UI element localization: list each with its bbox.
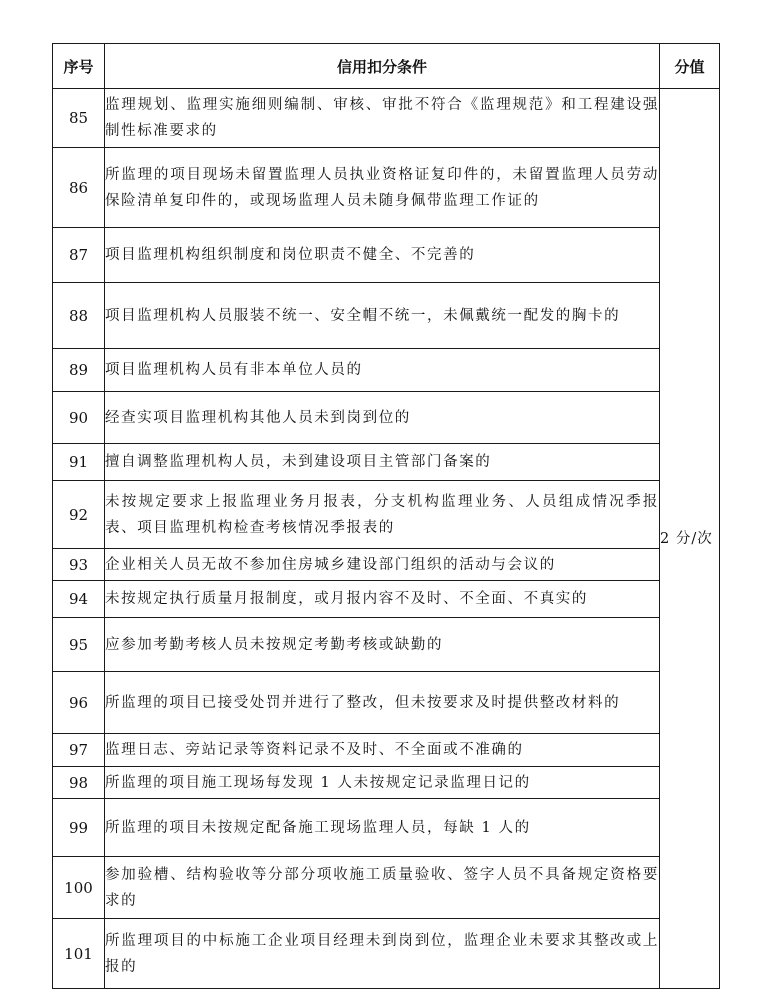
table-row: [53, 799, 720, 857]
row-condition: 项目监理机构组织制度和岗位职责不健全、不完善的: [105, 228, 660, 283]
row-index: 90: [53, 392, 105, 444]
row-index: 85: [53, 89, 105, 148]
row-index: 95: [53, 618, 105, 672]
row-index: 86: [53, 148, 105, 228]
table-row: [53, 734, 720, 767]
row-index: 100: [53, 857, 105, 919]
table-row: [53, 481, 720, 549]
row-index: 99: [53, 799, 105, 857]
row-condition: 所监理的项目已接受处罚并进行了整改，但未按要求及时提供整改材料的: [105, 672, 660, 734]
row-condition: 应参加考勤考核人员未按规定考勤考核或缺勤的: [105, 618, 660, 672]
table-row: [53, 228, 720, 283]
table-row: [53, 549, 720, 581]
row-index: 98: [53, 767, 105, 799]
row-index: 94: [53, 581, 105, 618]
row-condition: 项目监理机构人员服装不统一、安全帽不统一，未佩戴统一配发的胸卡的: [105, 283, 660, 349]
row-condition: 所监理项目的中标施工企业项目经理未到岗到位，监理企业未要求其整改或上报的: [105, 919, 660, 989]
row-condition: 参加验槽、结构验收等分部分项收施工质量验收、签字人员不具备规定资格要求的: [105, 857, 660, 919]
row-index: 87: [53, 228, 105, 283]
score-cell: 2 分/次: [660, 89, 720, 989]
header-condition: 信用扣分条件: [105, 44, 660, 89]
row-condition: 所监理的项目未按规定配备施工现场监理人员，每缺 1 人的: [105, 799, 660, 857]
row-index: 101: [53, 919, 105, 989]
table-row: [53, 148, 720, 228]
table-row: [53, 919, 720, 989]
table-row: [53, 89, 720, 148]
row-condition: 监理日志、旁站记录等资料记录不及时、不全面或不准确的: [105, 734, 660, 767]
table-row: [53, 672, 720, 734]
row-condition: 企业相关人员无故不参加住房城乡建设部门组织的活动与会议的: [105, 549, 660, 581]
row-condition: 未按规定执行质量月报制度，或月报内容不及时、不全面、不真实的: [105, 581, 660, 618]
row-index: 91: [53, 444, 105, 481]
table-row: [53, 618, 720, 672]
row-condition: 擅自调整监理机构人员，未到建设项目主管部门备案的: [105, 444, 660, 481]
row-index: 88: [53, 283, 105, 349]
table-row: [53, 283, 720, 349]
header-index: 序号: [53, 44, 105, 89]
table-row: [53, 767, 720, 799]
table-row: [53, 392, 720, 444]
credit-deduction-table: [52, 43, 720, 989]
header-score: 分值: [660, 44, 720, 89]
row-condition: 未按规定要求上报监理业务月报表，分支机构监理业务、人员组成情况季报表、项目监理机构检查考核情况季报表的: [105, 481, 660, 549]
table-row: [53, 444, 720, 481]
row-condition: 经查实项目监理机构其他人员未到岗到位的: [105, 392, 660, 444]
row-condition: 监理规划、监理实施细则编制、审核、审批不符合《监理规范》和工程建设强制性标准要求的: [105, 89, 660, 148]
row-index: 97: [53, 734, 105, 767]
table-row: [53, 857, 720, 919]
row-condition: 所监理的项目施工现场每发现 1 人未按规定记录监理日记的: [105, 767, 660, 799]
row-index: 96: [53, 672, 105, 734]
row-index: 89: [53, 349, 105, 392]
row-condition: 项目监理机构人员有非本单位人员的: [105, 349, 660, 392]
row-index: 93: [53, 549, 105, 581]
row-condition: 所监理的项目现场未留置监理人员执业资格证复印件的，未留置监理人员劳动保险清单复印件的，或现场监理人员未随身佩带监理工作证的: [105, 148, 660, 228]
table-row: [53, 581, 720, 618]
table-row: [53, 349, 720, 392]
header-row: [53, 44, 720, 89]
row-index: 92: [53, 481, 105, 549]
